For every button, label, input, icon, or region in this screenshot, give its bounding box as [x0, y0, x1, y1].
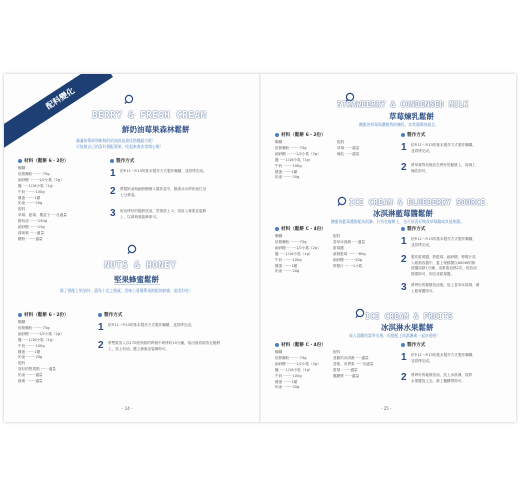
- ingredients-heading: 材料（鬆餅 6・2份）: [18, 158, 69, 164]
- step: 3 取出烤好的鬆餅放涼，然後塗上 2，再放入莓果並裝飾 上，以薄荷葉裝飾即可。: [110, 208, 207, 219]
- toppings-list: 配料 喜歡的冰淇淋 ·····適量 香蕉、奇異果 ······各適量 藍莓 ········適量 楓糖漿 ······適量: [333, 350, 374, 378]
- step: 1 依P.11～P.13的基本製作方式製作麵糊， 並烘烤完成。: [401, 236, 476, 247]
- recipe-description: 酸甜的草莓與濃醇香的煉乳，非常簡單的組合。: [359, 122, 439, 127]
- ingredients-heading: 材料（鬆餅 6・2份）: [18, 312, 69, 318]
- ingredients-list: 麵糊 低筋麵粉 ········75g 細砂糖 ········1/2小匙（2g） 鹽 ·····1/16小匙（1g） 牛奶 ········100g 雞蛋 ·······1顆 奶油 ········20g 配料 喜好的堅果類 ·······適量 奶油 ········適量 蜂蜜 ········適量: [18, 320, 64, 384]
- recipe-title-zh: 鮮奶油莓果森林鬆餅: [122, 125, 190, 134]
- whisk-icon: [355, 308, 365, 318]
- whisk-icon: [337, 196, 347, 206]
- method-heading: 製作方式: [98, 312, 122, 318]
- recipe-title-zh: 冰淇淋水果鬆餅: [381, 323, 434, 332]
- method-heading: 製作方式: [401, 226, 425, 232]
- method-steps: [110, 168, 255, 230]
- method-heading: 製作方式: [110, 158, 134, 164]
- ingredients-heading: 材料（鬆餅 C・4份）: [275, 226, 326, 232]
- recipe-title-zh: 冰淇淋藍莓醬鬆餅: [373, 209, 433, 218]
- recipe-title-en: BERRY & FRESH CREAM: [92, 110, 207, 121]
- recipe-description: 除了搭配上奶油外，還為十足之後就，美味上看簡單再搭配的蜂蜜，超美好吃！: [60, 288, 193, 293]
- recipe-title-en: NUTS & HONEY: [104, 260, 177, 271]
- ingredients-heading: 材料（鬆餅 6・2份）: [275, 132, 326, 138]
- step: 2 將草莓對切後放在烤好的鬆餅上，再淋上 煉乳即可。: [401, 162, 476, 173]
- ingredients-list: 麵糊 低筋麵粉 ········75g 細砂糖 ········1/2小匙（2g） 鹽 ·····1/16小匙（1g） 牛奶 ········100g 雞蛋 ·······1顆 奶油 ········20g: [275, 234, 321, 274]
- whisk-icon: [124, 94, 134, 104]
- recipe-description: 酸甜的藍莓醬搭配冰淇淋，只有在鬆餅上，也可依喜好換成草莓醬或其他果醬。: [331, 219, 464, 224]
- ribbon-label: 配料變化: [44, 86, 77, 112]
- right-page: [261, 74, 516, 422]
- recipe-title-en: ICE CREAM & FRUITS: [365, 312, 453, 321]
- title-underline: [114, 284, 160, 285]
- step: 2 將堅果放入以170度預熱的烤箱中烘烤約10分鐘，取出後切碎放在鬆餅 上，放上奶油，撒上蜂蜜並裝飾即可。: [98, 340, 221, 351]
- page-number: - 25 -: [381, 406, 392, 411]
- step: 1 依P.11～P.13的基本製作方式製作麵糊， 並烘烤完成。: [401, 352, 476, 363]
- recipe-description: 滿滿的莓果和新鮮的奶油真是最佳搭檔組合呢！ 可依照自己的喜好搭配莓果，吃起來會非常開心喔！: [76, 138, 164, 149]
- step: 2 製作藍莓醬，將藍莓、細砂糖、檸檬汁放 入耐熱容器中，蓋上保鮮膜以600W的微 波爐加熱1分鐘，這重複加熱2次，再放涼 靜置即可，即完成藍莓醬。: [401, 254, 477, 276]
- step: 2 將烤好的鬆餅放涼，放上冰淇淋、再將 水果擺放上去。淋上楓糖漿即可。: [401, 372, 473, 383]
- step: 1 依P.11～P.13的基本製作方式製作麵糊，並烘烤完成。: [110, 168, 207, 179]
- method-heading: 製作方式: [401, 132, 425, 138]
- recipe-title-zh: 草莓煉乳鬆餅: [389, 112, 434, 121]
- method-steps: [98, 322, 254, 362]
- step: 3 將烤好的鬆餅放涼後，放上香草冰淇淋，淋 上藍莓醬即可。: [401, 282, 480, 293]
- step: 1 依P.11～P.13的基本製作方式製作麵糊，並烘烤完成。: [98, 322, 195, 333]
- method-heading: 製作方式: [401, 342, 425, 348]
- recipe-title-en: STRAWBERRY & CONDENSED MILK: [337, 100, 469, 109]
- toppings-list: 配料 草莓 ······適量 煉乳 ······適量: [337, 140, 360, 156]
- ingredients-list: 麵糊 低筋麵粉 ········75g 細砂糖 ········1/2小匙（2g） 鹽 ·····1/16小匙（1g） 牛奶 ········100g 雞蛋 ·······1顆 奶油 ········20g 配料 草莓、藍莓、覆盆子 ····各適量 鮮奶油 ·······150g 細砂糖 ·······15g 薄荷葉 ······適量 糖粉 ········適量: [18, 166, 67, 241]
- book-spread: [4, 74, 516, 422]
- ingredients-heading: 材料（鬆餅 C・4份）: [275, 342, 326, 348]
- method-steps: [401, 236, 513, 300]
- whisk-icon: [127, 244, 137, 254]
- method-steps: [401, 142, 513, 182]
- ingredients-list: 麵糊 低筋麵粉 ········75g 細砂糖 ········1/2小匙（2g） 鹽 ·····1/16小匙（1g） 牛奶 ········100g 雞蛋 ·······1顆 奶油 ········20g: [275, 350, 321, 390]
- ingredients-list: 麵糊 低筋麵粉 ········75g 細砂糖 ········1/2小匙（2g） 鹽 ·····1/16小匙（1g） 牛奶 ········100g 雞蛋 ·······1顆 奶油 ········20g: [275, 140, 321, 180]
- recipe-title-en: ICE CREAM & BLUEBERRY SOURCE: [349, 198, 486, 207]
- recipe-title-zh: 堅果蜂蜜鬆餅: [114, 275, 159, 284]
- toppings-list: 配料 香草冰淇淋 ·····適量 藍莓醬 新鮮藍莓 ·········80g 細砂糖 ·········20g 檸檬汁 ·······1小匙: [333, 234, 366, 268]
- step: 1 依P.11～P.13的基本製作方式製作麵糊， 並烘烤完成。: [401, 142, 476, 153]
- method-steps: [401, 352, 513, 392]
- page-number: - 24 -: [122, 406, 133, 411]
- left-page: [4, 74, 259, 422]
- step: 2 將製奶油與細砂糖倒入攪拌盆中，隔著冰水將奶油打至 七分發泡。: [110, 186, 207, 197]
- recipe-description: 放入喜歡的當季水果，再搭配上冰淇淋來一起享用吧！: [349, 333, 441, 338]
